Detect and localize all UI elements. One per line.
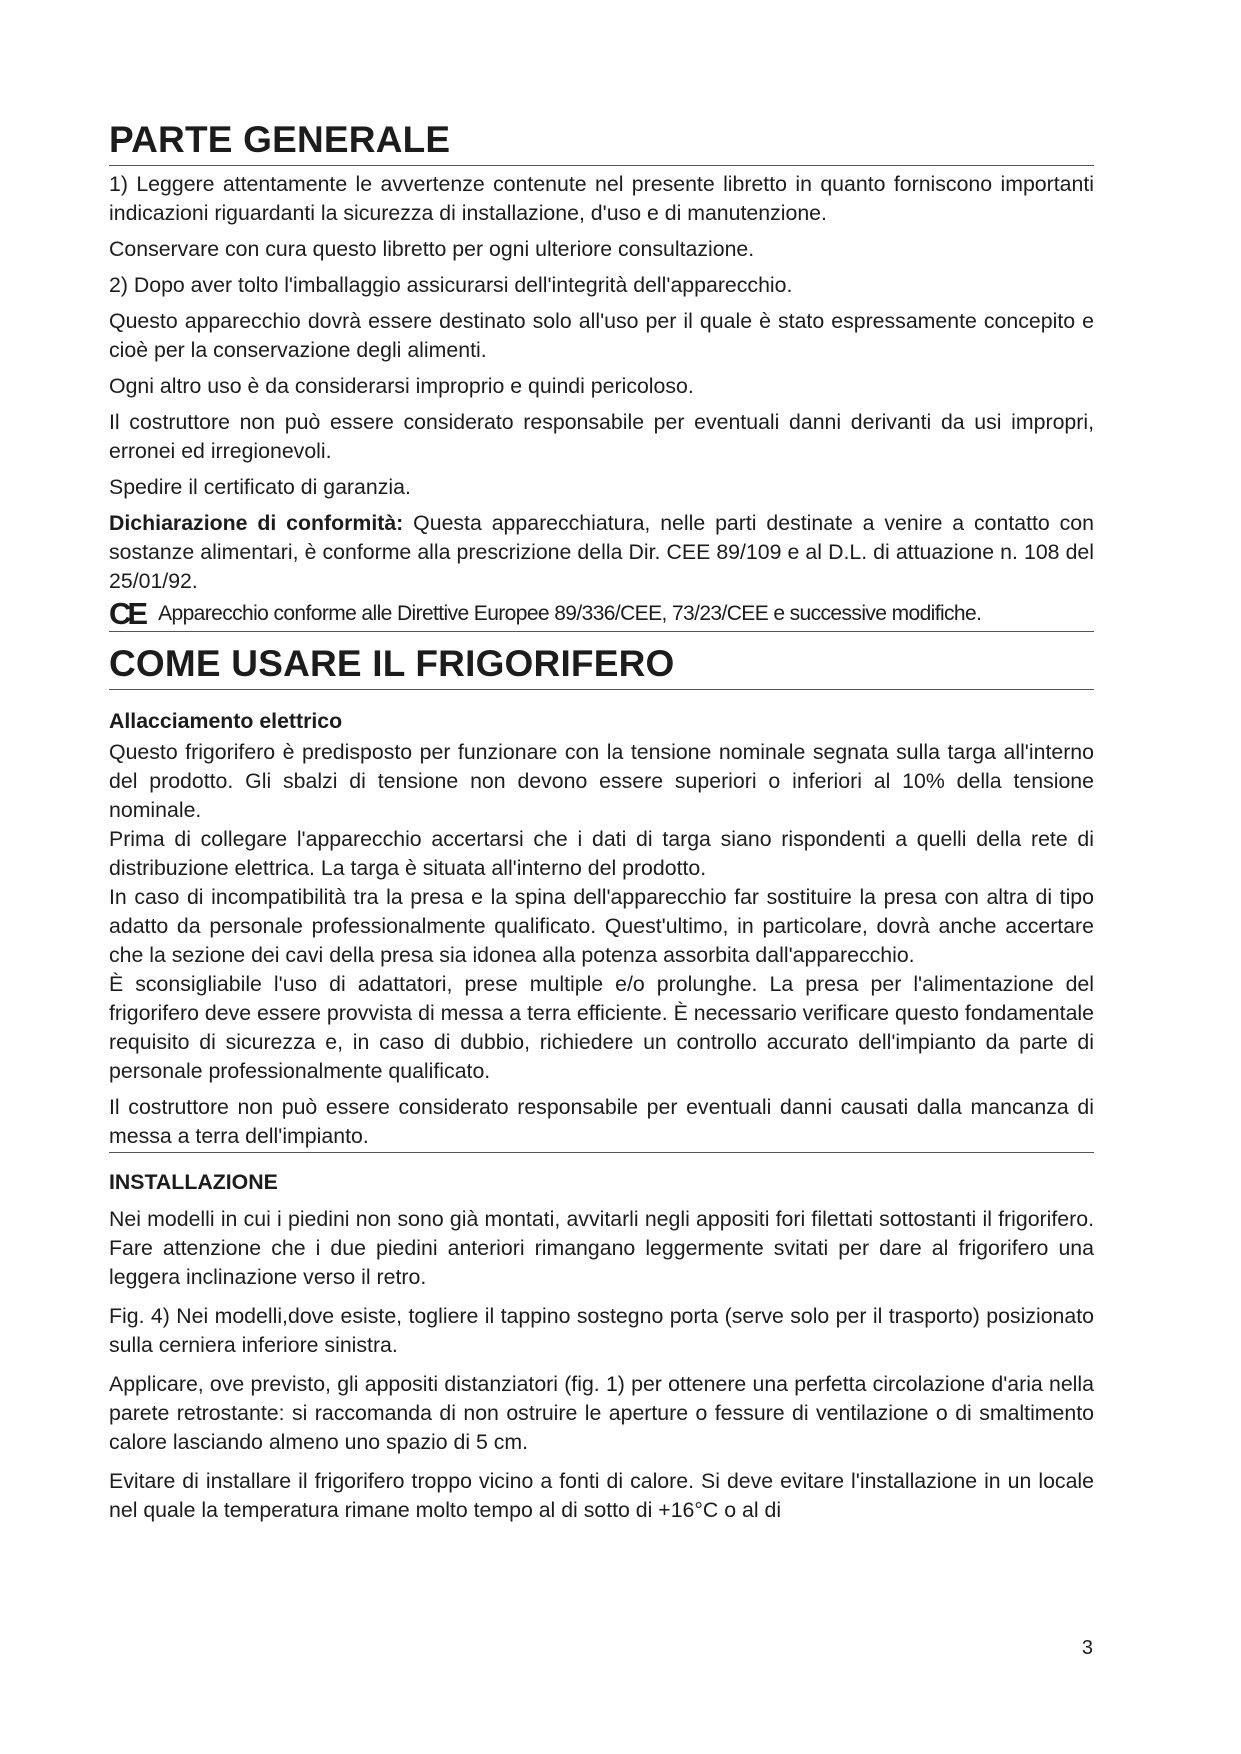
paragraph: In caso di incompatibilità tra la presa e la spina dell'apparecchio far sostituire la presa con altra di tipo adatto da personale professionalmente qualificato. Quest'ultimo, in particolare, dovrà anche accertare che la sezione dei cavi della presa sia idonea alla potenza assorbita dall'apparecchio.: [109, 885, 1094, 967]
declaration-label: Dichiarazione di conformità:: [109, 511, 404, 535]
paragraph: Fig. 4) Nei modelli,dove esiste, togliere il tappino sostegno porta (serve solo per il trasporto) posizionato sulla cerniera inferiore sinistra.: [109, 1304, 1094, 1357]
paragraph: 1) Leggere attentamente le avvertenze contenute nel presente libretto in quanto forniscono importanti indicazioni riguardanti la sicurezza di installazione, d'uso e di manutenzione.: [109, 172, 1094, 225]
installation-block: [109, 1167, 1094, 1525]
paragraph: Spedire il certificato di garanzia.: [109, 475, 411, 499]
subheading-allacciamento: Allacciamento elettrico: [109, 709, 343, 733]
paragraph: Conservare con cura questo libretto per ogni ulteriore consultazione.: [109, 237, 755, 261]
paragraph: Il costruttore non può essere considerato responsabile per eventuali danni causati dalla mancanza di messa a terra dell'impianto.: [109, 1095, 1094, 1148]
paragraph: Prima di collegare l'apparecchio accertarsi che i dati di targa siano rispondenti a quelli della rete di distribuzione elettrica. La targa è situata all'interno del prodotto.: [109, 827, 1094, 880]
paragraph: Ogni altro uso è da considerarsi improprio e quindi pericoloso.: [109, 374, 694, 398]
paragraph: 2) Dopo aver tolto l'imballaggio assicurarsi dell'integrità dell'apparecchio.: [109, 273, 793, 297]
section-title-come-usare: COME USARE IL FRIGORIFERO: [109, 642, 1094, 690]
section-title-parte-generale: PARTE GENERALE: [109, 118, 1094, 166]
paragraph: Questo frigorifero è predisposto per funzionare con la tensione nominale segnata sulla targa all'interno del prodotto. Gli sbalzi di tensione non devono essere superiori o inferiori al 10% della tensione nominale.: [109, 740, 1094, 822]
paragraph: Nei modelli in cui i piedini non sono già montati, avvitarli negli appositi fori filettati sottostanti il frigorifero. Fare attenzione che i due piedini anteriori rimangano leggermente svitati per dare al frigorifero una leggera inclinazione verso il retro.: [109, 1207, 1094, 1289]
ce-mark-icon: CE: [109, 596, 145, 631]
declaration-paragraph: [109, 509, 1094, 596]
declaration-text: Questa apparecchiatura, nelle parti destinate a venire a contatto con sostanze alimentari, è conforme alla prescrizione della Dir. CEE 89/109 e al D.L. di attuazione n. 108 del 25/01/92.: [109, 511, 1094, 593]
paragraph: Evitare di installare il frigorifero troppo vicino a fonti di calore. Si deve evitare l'installazione in un locale nel quale la temperatura rimane molto tempo al di sotto di +16°C o al di: [109, 1469, 1094, 1522]
subheading-installazione: INSTALLAZIONE: [109, 1170, 278, 1194]
document-page: [109, 118, 1094, 1535]
page-number: 3: [1081, 1637, 1093, 1659]
ce-conformity-line: [109, 598, 1094, 632]
paragraph: È sconsigliabile l'uso di adattatori, prese multiple e/o prolunghe. La presa per l'alimentazione del frigorifero deve essere provvista di messa a terra efficiente. È necessario verificare questo fondamentale requisito di sicurezza e, in caso di dubbio, richiedere un controllo accurato dell'impianto da parte di personale professionalmente qualificato.: [109, 972, 1094, 1083]
paragraph: Applicare, ove previsto, gli appositi distanziatori (fig. 1) per ottenere una perfetta circolazione d'aria nella parete retrostante: si raccomanda di non ostruire le aperture o fessure di ventilazione o di smaltimento calore lasciando almeno uno spazio di 5 cm.: [109, 1372, 1094, 1454]
electrical-connection-block: [109, 706, 1094, 1153]
paragraph: Il costruttore non può essere considerato responsabile per eventuali danni derivanti da usi impropri, erronei ed irregionevoli.: [109, 410, 1094, 463]
section-come-usare: [109, 642, 1094, 1525]
ce-conformity-text: Apparecchio conforme alle Direttive Europee 89/336/CEE, 73/23/CEE e successive modifiche.: [158, 602, 982, 625]
section-parte-generale: [109, 118, 1094, 632]
paragraph: Questo apparecchio dovrà essere destinato solo all'uso per il quale è stato espressamente concepito e cioè per la conservazione degli alimenti.: [109, 309, 1094, 362]
